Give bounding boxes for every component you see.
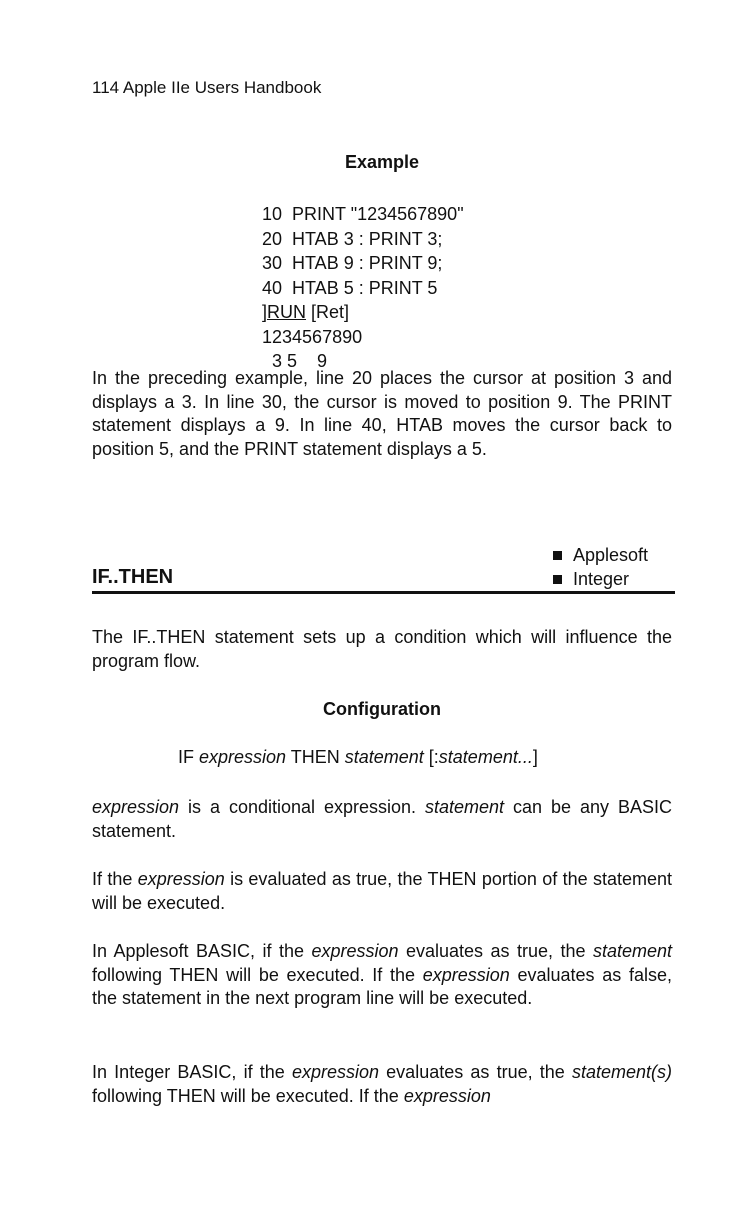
tag-applesoft: Applesoft bbox=[553, 543, 648, 567]
intro-paragraph: The IF..THEN statement sets up a condition which will influence the program flow. bbox=[92, 627, 672, 671]
language-tags bbox=[553, 543, 648, 591]
example-explanation: In the preceding example, line 20 places the cursor at position 3 and displays a 3. In line 30, the cursor is moved to position 9. The PRINT statement displays a 9. In line 40, HTAB moves the cursor back to position 5, and the PRINT statement displays a 5. bbox=[92, 368, 672, 459]
syntax-line: IF expression THEN statement [:statement...] bbox=[178, 747, 538, 767]
output-line-2: 3 5 9 bbox=[262, 351, 328, 371]
code-line-40: 40 HTAB 5 : PRINT 5 bbox=[262, 277, 438, 298]
applesoft-paragraph: In Applesoft BASIC, if the expression evaluates as true, the statement following THEN will be executed. If the expression evaluates as false, the statement in the next program line will be executed. bbox=[92, 941, 672, 1008]
square-bullet-icon bbox=[553, 575, 562, 584]
prompt-char: ] bbox=[262, 302, 268, 322]
definitions-paragraph: expression is a conditional expression. statement can be any BASIC statement. bbox=[92, 797, 672, 841]
integer-paragraph: In Integer BASIC, if the expression evaluates as true, the statement(s) following THEN will be executed. If the expression bbox=[92, 1062, 672, 1106]
configuration-heading: Configuration bbox=[323, 699, 441, 719]
section-title: IF..THEN bbox=[92, 566, 174, 588]
true-condition-paragraph: If the expression is evaluated as true, the THEN portion of the statement will be executed. bbox=[92, 869, 672, 913]
running-head: 114 Apple IIe Users Handbook bbox=[92, 78, 322, 97]
example-code-block bbox=[262, 202, 464, 374]
example-heading: Example bbox=[344, 152, 420, 172]
square-bullet-icon bbox=[553, 551, 562, 560]
tag-integer: Integer bbox=[553, 567, 648, 591]
run-keyword: RUN bbox=[267, 302, 307, 322]
section-divider bbox=[92, 591, 675, 594]
return-key: [Ret] bbox=[306, 302, 350, 322]
code-line-30: 30 HTAB 9 : PRINT 9; bbox=[262, 253, 443, 273]
code-line-10: 10 PRINT "1234567890" bbox=[262, 204, 464, 224]
run-command-line bbox=[262, 300, 464, 325]
code-line-20: 20 HTAB 3 : PRINT 3; bbox=[262, 228, 443, 249]
output-line-1: 1234567890 bbox=[262, 326, 363, 347]
